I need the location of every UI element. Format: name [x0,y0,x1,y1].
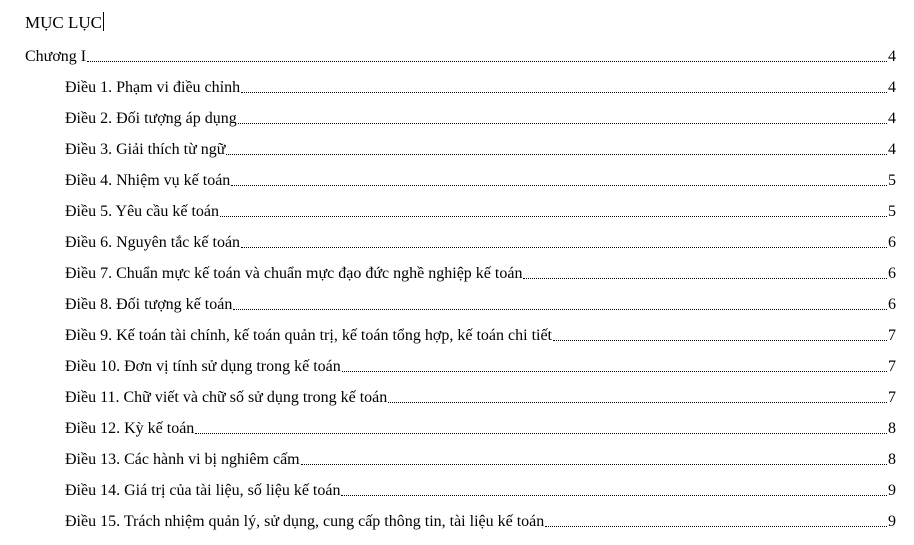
toc-dot-leader [241,91,887,93]
toc-title-text: MỤC LỤC [25,13,102,32]
toc-entry-label[interactable]: Điều 13. Các hành vi bị nghiêm cấm [65,451,300,468]
toc-page-number[interactable]: 6 [888,265,896,282]
toc-article-entry[interactable] [0,470,914,501]
toc-entry-label[interactable]: Điều 15. Trách nhiệm quản lý, sử dụng, cung cấp thông tin, tài liệu kế toán [65,513,545,530]
toc-dot-leader [87,60,887,62]
toc-dot-leader [233,308,887,310]
toc-entry-label[interactable]: Điều 6. Nguyên tắc kế toán [65,234,241,251]
toc-heading [25,12,104,34]
toc-article-entry[interactable] [0,222,914,253]
toc-dot-leader [342,370,887,372]
toc-entry-label[interactable]: Điều 12. Kỳ kế toán [65,420,195,437]
toc-entry-label[interactable]: Điều 7. Chuẩn mực kế toán và chuẩn mực đạo đức nghề nghiệp kế toán [65,265,523,282]
toc-article-entry[interactable] [0,501,914,532]
toc-article-entry[interactable] [0,315,914,346]
toc-dot-leader [231,184,887,186]
toc-article-entry[interactable] [0,439,914,470]
toc-dot-leader [241,246,887,248]
toc-dot-leader [388,401,887,403]
toc-page-number[interactable]: 8 [888,420,896,437]
toc-dot-leader [553,339,887,341]
toc-page-number[interactable]: 7 [888,389,896,406]
toc-dot-leader [523,277,887,279]
toc-entry-label[interactable]: Điều 1. Phạm vi điều chỉnh [65,79,241,96]
toc-page-number[interactable]: 5 [888,203,896,220]
toc-entry-label[interactable]: Điều 4. Nhiệm vụ kế toán [65,172,231,189]
toc-dot-leader [301,463,887,465]
toc-chapter-entry[interactable] [0,44,914,67]
toc-page-number[interactable]: 9 [888,482,896,499]
toc-dot-leader [341,494,887,496]
toc-article-entry[interactable] [0,191,914,222]
toc-article-entry[interactable] [0,67,914,98]
toc-page-number[interactable]: 6 [888,234,896,251]
toc-article-entry[interactable] [0,346,914,377]
toc-entry-label[interactable]: Điều 11. Chữ viết và chữ số sử dụng trong kế toán [65,389,388,406]
toc-entry-label[interactable]: Điều 8. Đối tượng kế toán [65,296,233,313]
toc-page-number[interactable]: 5 [888,172,896,189]
toc-article-entry[interactable] [0,408,914,439]
toc-entry-label[interactable]: Điều 14. Giá trị của tài liệu, số liệu kế toán [65,482,341,499]
text-cursor [103,12,104,31]
toc-article-entry[interactable] [0,377,914,408]
toc-page-number[interactable]: 6 [888,296,896,313]
toc-dot-leader [545,525,887,527]
toc-article-entry[interactable] [0,253,914,284]
toc-page-number[interactable]: 4 [888,110,896,127]
toc-page-number[interactable]: 4 [888,48,896,65]
toc-article-entry[interactable] [0,98,914,129]
toc-page-number[interactable]: 7 [888,327,896,344]
table-of-contents [0,44,914,532]
toc-dot-leader [238,122,887,124]
toc-dot-leader [195,432,887,434]
toc-dot-leader [226,153,887,155]
toc-page-number[interactable]: 8 [888,451,896,468]
toc-page-number[interactable]: 9 [888,513,896,530]
toc-dot-leader [220,215,887,217]
toc-entry-label[interactable]: Điều 5. Yêu cầu kế toán [65,203,220,220]
toc-entry-label[interactable]: Điều 3. Giải thích từ ngữ [65,141,226,158]
toc-entry-label[interactable]: Điều 2. Đối tượng áp dụng [65,110,237,127]
toc-entry-label[interactable]: Điều 9. Kế toán tài chính, kế toán quản trị, kế toán tổng hợp, kế toán chi tiết [65,327,552,344]
toc-article-entry[interactable] [0,160,914,191]
toc-entry-label[interactable]: Điều 10. Đơn vị tính sử dụng trong kế toán [65,358,341,375]
toc-article-entry[interactable] [0,129,914,160]
toc-page-number[interactable]: 4 [888,79,896,96]
toc-entry-label[interactable]: Chương I [25,48,87,65]
toc-page-number[interactable]: 4 [888,141,896,158]
toc-page-number[interactable]: 7 [888,358,896,375]
toc-article-entry[interactable] [0,284,914,315]
